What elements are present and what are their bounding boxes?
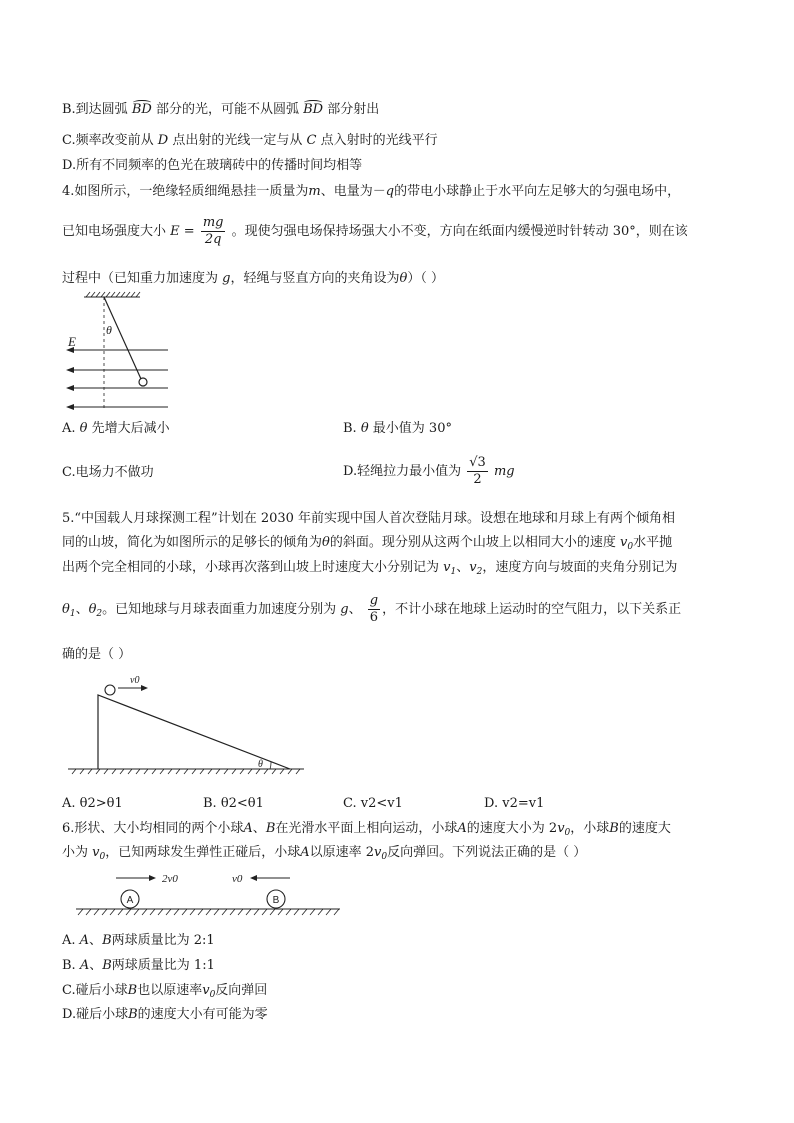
q4-b-post: 最小值为 30° <box>372 421 452 436</box>
q4-q: q <box>385 184 395 199</box>
q5-option-d: D. v2=v1 <box>484 796 545 811</box>
q4-l3-b: ，轻绳与竖直方向的夹角设为 <box>230 271 400 286</box>
q6-ball-a-1: A <box>243 821 253 836</box>
q6-b-c: 两球质量比为 1:1 <box>111 958 215 973</box>
q5-l4-a: 、 <box>75 602 89 617</box>
q5-l3-a: 出两个完全相同的小球，小球再次落到山坡上时速度大小分别记为 <box>62 560 444 575</box>
q4-b-pre: B. <box>343 421 357 436</box>
q6-c-b: 也以原速率 <box>137 983 203 998</box>
q5-stem-line4: $\theta_1$、$\theta_2$。已知地球与月球表面重力加速度分别为 g、 $\frac{g}{6}$ ，不计小球在地球上运动时的空气阻力，以下关系正 <box>62 593 682 625</box>
ground-hatching <box>72 769 300 774</box>
q4-m: m <box>308 184 321 199</box>
velocity-label: v0 <box>130 675 140 686</box>
q5-stem-line1: 5.“中国载人月球探测工程”计划在 2030 年前实现中国人首次登陆月球。设想在地球和月球上有两个倾角相 <box>62 511 676 526</box>
q6-stem-line2: 小为 $v_0$，已知两球发生弹性正碰后，小球A以原速率 $2v_0$反向弹回。下列说法正确的是（ ） <box>62 845 587 862</box>
q4-field-fraction <box>201 215 226 248</box>
q4-option-c: C.电场力不做功 <box>62 465 154 480</box>
q4-d-post: mg <box>493 464 515 479</box>
q6-ball-b-2: B <box>609 821 619 836</box>
ball-b-label: B <box>272 895 280 906</box>
q3-c-text2: 点出射的光线一定与从 <box>172 133 303 148</box>
q6-a-ball-a: A <box>79 933 90 948</box>
q4-d-num: √3 <box>469 455 486 470</box>
q3-b-text2: 部分的光，可能不从圆弧 <box>155 102 299 117</box>
q6-a-b: 、 <box>89 933 103 948</box>
q6-d-ball-b: B <box>128 1007 138 1022</box>
q6-c-a: C.碰后小球 <box>62 983 128 998</box>
q5-stem-line3: 出两个完全相同的小球，小球再次落到山坡上时速度大小分别记为 $v_1$、$v_2$，速度方向与坡面的夹角分别记为 <box>62 560 678 577</box>
q6-l1-e: ，小球 <box>570 821 610 836</box>
q6-l1-a: 6.形状、大小均相同的两个小球 <box>62 821 244 836</box>
projectile-ball <box>105 685 115 695</box>
q4-b-theta: θ <box>360 421 369 436</box>
q5-frac-num: g <box>369 593 379 608</box>
q4-l2-b: 。现使匀强电场保持场强大小不变，方向在纸面内缓慢逆时针转动 30°，则在该 <box>231 224 688 239</box>
q4-d-pre: D.轻绳拉力最小值为 <box>343 464 462 479</box>
q6-stem-line1: 6.形状、大小均相同的两个小球A、B在光滑水平面上相向运动，小球A的速度大小为 $2v_0$，小球B的速度大 <box>62 821 671 838</box>
field-label-e: E <box>68 334 76 349</box>
q4-stem-line3 <box>62 270 444 288</box>
q6-collision-figure <box>72 866 344 918</box>
q4-option-d <box>343 452 515 492</box>
q5-stem-line5: 确的是（ ） <box>62 647 132 662</box>
q6-a-a: A. <box>62 933 80 948</box>
string-line <box>104 297 141 379</box>
q6-ball-a-2: A <box>457 821 467 836</box>
q5-frac-den: 6 <box>369 610 379 625</box>
q3-c-point-c: C <box>306 133 317 148</box>
q6-l2-b: ，已知两球发生弹性正碰后，小球 <box>105 845 301 860</box>
q5-l3-c: ，速度方向与坡面的夹角分别记为 <box>482 560 678 575</box>
angle-label-theta: θ <box>258 759 263 770</box>
q4-theta: θ <box>399 271 408 286</box>
q4-a-pre: A. <box>62 421 76 436</box>
q5-option-b: B. θ2<θ1 <box>203 796 264 811</box>
q4-frac-num: mg <box>202 215 224 230</box>
q4-pendulum-figure <box>60 290 190 415</box>
q6-l1-f: 的速度大 <box>618 821 671 836</box>
field-lines <box>68 350 168 407</box>
q5-l4-c: 、 <box>348 602 362 617</box>
q5-gravity-fraction <box>368 593 380 626</box>
q6-b-a: B. <box>62 958 80 973</box>
q3-option-d: D.所有不同频率的色光在玻璃砖中的传播时间均相等 <box>62 158 363 173</box>
q5-l4-b: 。已知地球与月球表面重力加速度分别为 <box>102 602 341 617</box>
q6-option-b <box>62 957 215 975</box>
surface-hatching <box>78 909 339 915</box>
q6-ball-a-3: A <box>300 845 310 860</box>
q6-a-ball-b: B <box>102 933 112 948</box>
q6-l2-c: 以原速率 2 <box>309 845 375 860</box>
arrow-a-head <box>149 875 156 881</box>
q4-l2-a: 已知电场强度大小 <box>62 224 167 239</box>
q4-stem-line2 <box>62 214 688 250</box>
q4-stem-line1 <box>62 183 680 201</box>
q4-a-post: 先增大后减小 <box>91 421 170 436</box>
q5-l2-b: 的斜面。现分别从这两个山坡上以相同大小的速度 <box>329 535 620 550</box>
q6-b-ball-a: A <box>79 958 90 973</box>
q6-l2-d: 反向弹回。下列说法正确的是（ ） <box>387 845 587 860</box>
q5-l4-d: ，不计小球在地球上运动时的空气阻力，以下关系正 <box>382 602 682 617</box>
q3-b-text3: 部分射出 <box>327 102 380 117</box>
angle-label-theta: θ <box>106 323 112 337</box>
q5-l2-c: 水平抛 <box>633 535 673 550</box>
ball-a-label: A <box>126 895 134 906</box>
q4-frac-den: 2q <box>204 232 222 247</box>
angle-arc <box>270 762 271 769</box>
velocity-label-b: v0 <box>232 873 243 885</box>
q3-c-point-d: D <box>157 133 169 148</box>
q4-l3-c: ）（ ） <box>407 271 444 286</box>
q5-stem-line2: 同的山坡，简化为如图所示的足够长的倾角为θ的斜面。现分别从这两个山坡上以相同大小的速度 $v_0$水平抛 <box>62 535 673 552</box>
q6-b-ball-b: B <box>102 958 112 973</box>
q6-b-b: 、 <box>89 958 103 973</box>
q6-option-c: C.碰后小球B也以原速率$v_0$反向弹回 <box>62 983 268 1000</box>
field-arrowheads <box>66 347 74 410</box>
q4-g: g <box>222 271 231 286</box>
q6-ball-b-1: B <box>265 821 276 836</box>
q3-arc-label-2: BD <box>303 102 324 117</box>
q5-l2-a: 同的山坡，简化为如图所示的足够长的倾角为 <box>62 535 323 550</box>
q3-c-text3: 点入射时的光线平行 <box>320 133 438 148</box>
arrow-b-head <box>250 875 257 881</box>
ball <box>139 378 147 386</box>
q4-option-b <box>343 420 452 438</box>
q3-arc-label-1: BD <box>131 102 152 117</box>
q4-d-den: 2 <box>473 472 482 487</box>
q6-l1-b: 、 <box>252 821 266 836</box>
q3-option-b <box>62 101 379 119</box>
q5-option-a: A. θ2>θ1 <box>62 796 123 811</box>
q5-l3-b: 、 <box>456 560 470 575</box>
q6-a-c: 两球质量比为 2:1 <box>111 933 215 948</box>
q4-a-theta: θ <box>79 421 88 436</box>
q5-option-c: C. v2<v1 <box>343 796 403 811</box>
q6-option-d <box>62 1006 268 1024</box>
incline-outline <box>98 695 290 769</box>
q6-c-ball-b: B <box>127 983 138 998</box>
q6-c-c: 反向弹回 <box>215 983 268 998</box>
q3-b-text1: B.到达圆弧 <box>62 102 128 117</box>
q4-l3-a: 过程中（已知重力加速度为 <box>62 271 223 286</box>
q4-d-fraction <box>467 455 488 488</box>
q4-l1-c: 的带电小球静止于水平向左足够大的匀强电场中， <box>394 184 681 199</box>
q5-incline-figure <box>64 672 314 780</box>
q6-d-b: 的速度大小有可能为零 <box>137 1007 268 1022</box>
q4-option-a <box>62 420 170 438</box>
velocity-arrowhead <box>141 685 148 691</box>
q6-l1-d: 的速度大小为 2 <box>466 821 558 836</box>
q4-e-eq: E = <box>170 224 195 239</box>
q6-l1-c: 在光滑水平面上相向运动，小球 <box>275 821 458 836</box>
q6-d-a: D.碰后小球 <box>62 1007 129 1022</box>
velocity-label-a: 2v0 <box>162 873 178 885</box>
q4-l1-a: 4.如图所示，一绝缘轻质细绳悬挂一质量为 <box>62 184 309 199</box>
q4-l1-b: 、电量为－ <box>320 184 386 199</box>
ceiling-hatching <box>86 292 140 297</box>
q6-option-a <box>62 932 215 950</box>
q3-option-c <box>62 132 438 150</box>
q6-l2-a: 小为 <box>62 845 93 860</box>
q3-c-text1: C.频率改变前从 <box>62 133 154 148</box>
